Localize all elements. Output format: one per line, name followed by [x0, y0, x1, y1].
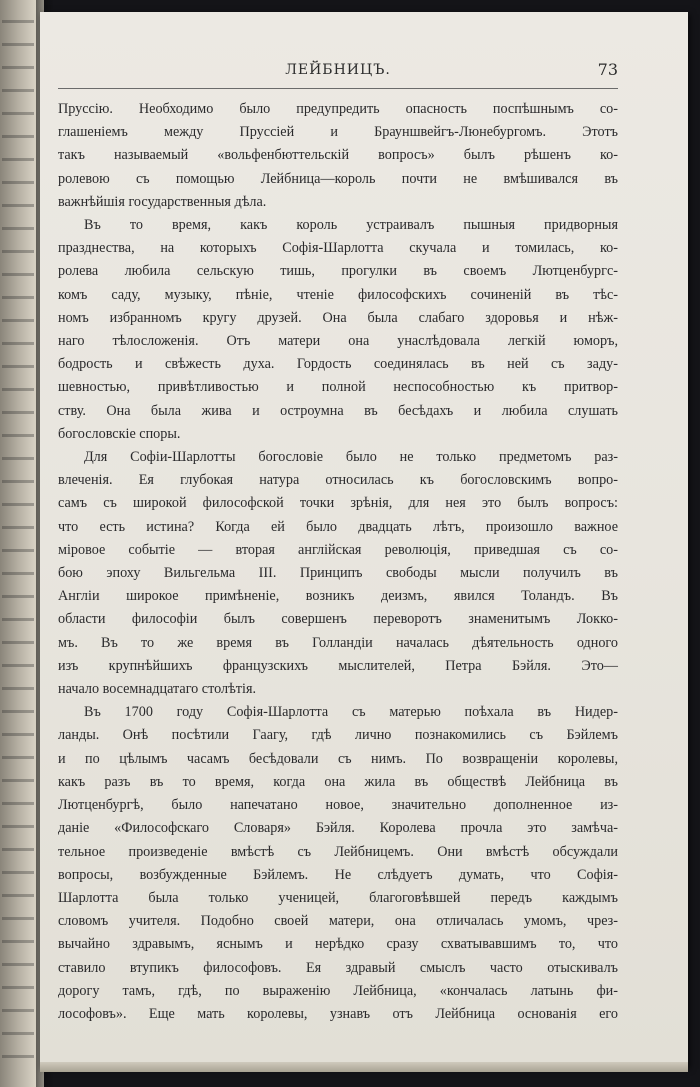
text-line: Лютценбургѣ, было напечатано новое, значительно дополненное из- — [58, 797, 618, 814]
text-line: словомъ учителя. Подобно своей матери, она отличалась умомъ, чрез- — [58, 913, 618, 930]
text-line: лософовъ». Еще мать королевы, узнавъ отъ Лейбница основанія его — [58, 1005, 618, 1022]
text-line: Шарлотта была только ученицей, благоговѣвшей передъ каждымъ — [58, 889, 618, 906]
text-line: ставило втупикъ философовъ. Ея здравый смыслъ часто отыскивалъ — [58, 959, 618, 976]
text-line: Въ то время, какъ король устраивалъ пышныя придворныя — [84, 217, 618, 234]
paragraph-4 — [58, 701, 618, 1026]
text-line: какъ разъ въ то время, когда она жила въ обществѣ Лейбница въ — [58, 773, 618, 790]
text-line: бодрость и свѣжесть духа. Гордость соединялась въ ней съ заду- — [58, 356, 618, 373]
text-line: мъ. Въ то же время въ Голландіи началась дѣятельность одного — [58, 634, 618, 651]
text-line: дорогу тамъ, гдѣ, по выраженію Лейбница, «кончалась латынь фи- — [58, 982, 618, 999]
text-line: самъ съ широкой философской точки зрѣнія, для нея это былъ вопросъ: — [58, 495, 618, 512]
book-page — [40, 12, 688, 1067]
text-line: ролева любила сельскую тишь, прогулки въ своемъ Лютценбургс- — [58, 263, 618, 280]
text-line: бою эпоху Вильгельма III. Принципъ свободы мысли получилъ въ — [58, 565, 618, 582]
previous-page-text-fragment — [2, 20, 34, 1060]
text-line: что есть истина? Когда ей было двадцать лѣтъ, произошло важное — [58, 518, 618, 535]
text-line: богословскіе споры. — [58, 425, 181, 442]
text-line: глашеніемъ между Пруссіей и Брауншвейгъ-Люнебургомъ. Этотъ — [58, 124, 618, 141]
paragraph-2 — [58, 214, 618, 446]
text-line: вопросы, возбужденные Бэйлемъ. Не слѣдуетъ думать, что Софія- — [58, 866, 618, 883]
text-line: Въ 1700 году Софія-Шарлотта съ матерью поѣхала въ Нидер- — [84, 704, 618, 721]
text-line: комъ саду, музыку, пѣніе, чтеніе философскихъ сочиненій въ тѣс- — [58, 286, 618, 303]
text-line: и по цѣлымъ часамъ бесѣдовали съ нимъ. По возвращеніи королевы, — [58, 750, 618, 767]
text-line: важнѣйшія государственныя дѣла. — [58, 193, 267, 210]
text-line: изъ крупнѣйшихъ французскихъ мыслителей, Петра Бэйля. Это— — [58, 657, 618, 674]
page-header — [58, 60, 618, 89]
text-line: области философіи былъ совершенъ переворотъ знаменитымъ Локко- — [58, 611, 618, 628]
paragraph-1 — [58, 98, 618, 214]
text-line: номъ избранномъ кругу друзей. Она была слабаго здоровья и нѣж- — [58, 309, 618, 326]
text-line: ролевою съ помощью Лейбница—король почти не вмѣшивался въ — [58, 170, 618, 187]
text-line: празднества, на которыхъ Софія-Шарлотта скучала и томилась, ко- — [58, 240, 618, 257]
text-line: наго тѣлосложенія. Отъ матери она унаслѣдовала легкій юморъ, — [58, 333, 618, 350]
text-line: даніе «Философскаго Словаря» Бэйля. Королева прочла это замѣча- — [58, 820, 618, 837]
text-line: ству. Она была жива и остроумна въ бесѣдахъ и любила слушать — [58, 402, 618, 419]
text-line: міровое событіе — вторая англійская революція, приведшая съ со- — [58, 541, 618, 558]
text-line: тельное произведеніе вмѣстѣ съ Лейбницемъ. Они вмѣстѣ обсуждали — [58, 843, 618, 860]
text-line: начало восемнадцатаго столѣтія. — [58, 681, 257, 698]
text-line: вычайно здравымъ, яснымъ и нерѣдко сразу схватывавшимъ то, что — [58, 936, 618, 953]
text-line: такъ называемый «вольфенбюттельскій вопросъ» былъ рѣшенъ ко- — [58, 147, 618, 164]
running-title: ЛЕЙБНИЦЪ. — [285, 62, 391, 78]
text-line: шевностью, привѣтливостью и полной неспособностью къ притвор- — [58, 379, 618, 396]
text-line: Пруссію. Необходимо было предупредить опасность поспѣшнымъ со- — [58, 101, 618, 117]
paragraph-3 — [58, 446, 618, 701]
body-text — [58, 98, 618, 1026]
text-line: ланды. Онѣ посѣтили Гаагу, гдѣ лично познакомились съ Бэйлемъ — [58, 727, 618, 744]
text-line: Англіи широкое примѣненіе, возникъ деизмъ, явился Толандъ. Въ — [58, 588, 618, 605]
page-number: 73 — [597, 60, 618, 79]
page-bottom-edge — [40, 1062, 688, 1072]
text-line: влеченія. Ея глубокая натура относилась къ богословскимъ вопро- — [58, 472, 618, 489]
text-line: Для Софіи-Шарлотты богословіе было не только предметомъ раз- — [84, 449, 618, 466]
